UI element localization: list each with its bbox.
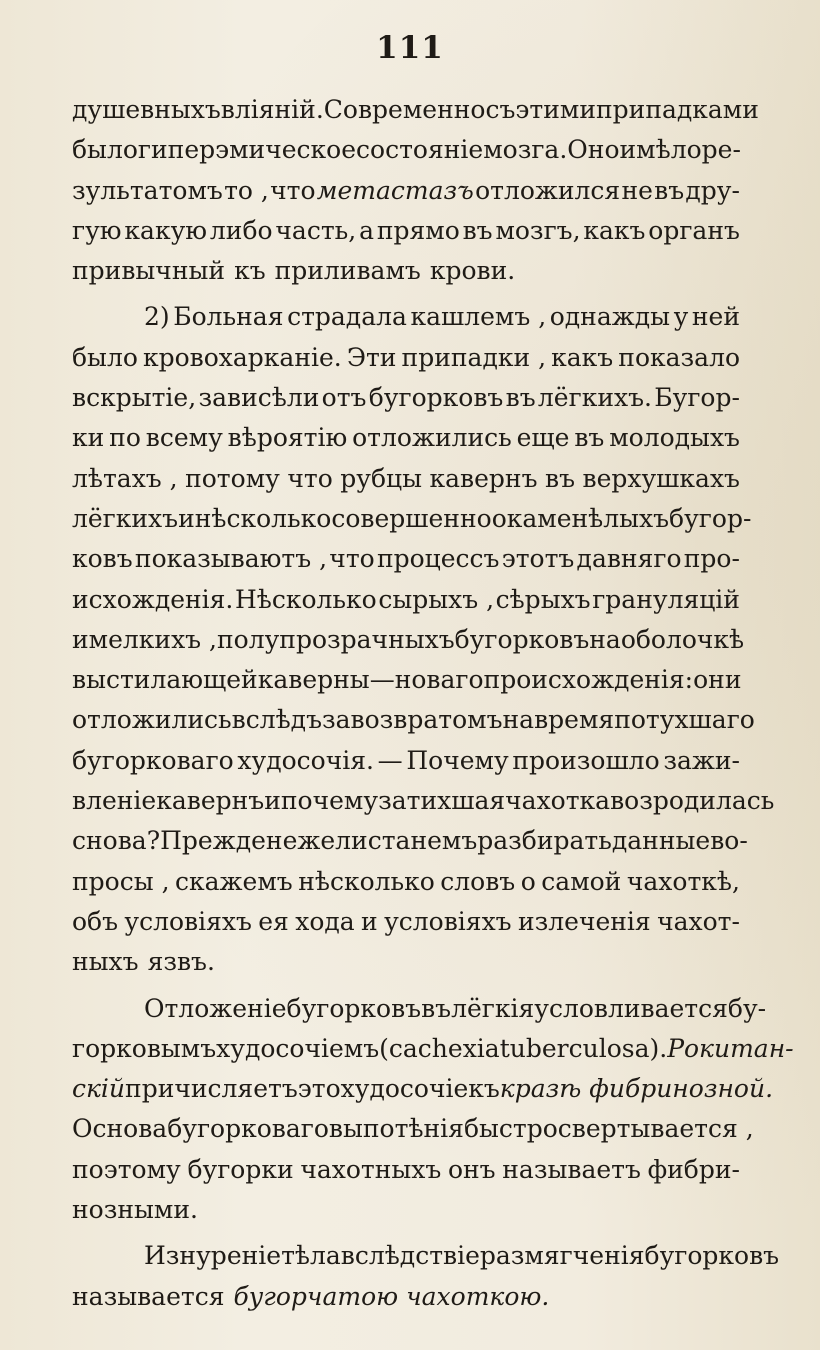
word: въ (574, 423, 605, 453)
text-line (72, 989, 767, 1029)
word: потухшаго (614, 705, 755, 735)
word: излеченiя (517, 906, 651, 936)
word: у (673, 302, 689, 332)
word: окаменѣлыхъ (491, 503, 670, 533)
word: свертывается , (557, 1114, 754, 1144)
word: возвратомъ (350, 705, 503, 735)
word: гую (72, 215, 122, 245)
word: бугорчатою чахоткою. (233, 1281, 550, 1311)
word: Основа (72, 1114, 168, 1144)
word: станемъ (367, 826, 478, 856)
word: привычный (72, 256, 226, 286)
word: вслѣдствiе (340, 1241, 480, 1271)
word: кавернъ (429, 463, 538, 493)
word: въ (421, 993, 452, 1023)
word: не (621, 175, 653, 205)
text-line (72, 297, 740, 337)
word: Больная (173, 302, 284, 332)
text-line (72, 902, 740, 942)
word: произошло (512, 745, 660, 775)
word: исхожденiя. (72, 584, 234, 614)
word: зажи- (663, 745, 740, 775)
word: показало (618, 342, 740, 372)
text-line (72, 1190, 740, 1230)
word: было (72, 342, 138, 372)
word: условливается (534, 993, 728, 1023)
word: Эти (346, 342, 397, 372)
word: сырыхъ , (378, 584, 495, 614)
paragraph (72, 1236, 780, 1317)
word: бугорковъ (368, 383, 504, 413)
word: душевныхъ (72, 95, 221, 124)
word: какую (124, 215, 208, 245)
word: горковымъ (72, 1033, 217, 1063)
word: чахоткѣ, (626, 866, 740, 896)
word: было (72, 135, 138, 165)
word: Нѣсколько (234, 584, 377, 614)
word: по (109, 423, 141, 453)
word: — (369, 665, 395, 695)
word: какъ (583, 215, 646, 245)
word: ней (691, 302, 740, 332)
word: почему (280, 786, 379, 816)
word: и (264, 786, 281, 816)
word: самой (541, 866, 622, 896)
text-line (72, 1150, 740, 1190)
word: скажемъ (175, 866, 293, 896)
word: худосочiемъ (216, 1033, 380, 1063)
word: условiяхъ (384, 906, 512, 936)
text-line (72, 1109, 754, 1149)
word: чахотка (505, 786, 611, 816)
word: условiяхъ (124, 906, 252, 936)
text-line (72, 1236, 780, 1276)
word: ныхъ (72, 947, 139, 977)
text-line (72, 539, 740, 579)
word: что (270, 175, 316, 205)
word: онъ (447, 1154, 496, 1184)
text-line (72, 942, 740, 982)
word: на (589, 624, 621, 654)
word: припадки , (401, 342, 547, 372)
word: причисляетъ (125, 1074, 298, 1104)
word: мелкихъ , (88, 624, 217, 654)
word: въ (505, 383, 536, 413)
body-text (72, 90, 794, 1317)
paragraph (72, 989, 794, 1231)
word: процессъ (376, 544, 500, 574)
word: нѣсколько (298, 866, 435, 896)
word: Современно (323, 95, 486, 124)
text-line (72, 499, 752, 539)
word: время (534, 705, 615, 735)
text-line (72, 660, 740, 700)
word: метастазъ (316, 175, 474, 205)
word: бугорковъ (286, 993, 422, 1023)
word: совершенно (331, 503, 492, 533)
word: кавернъ (156, 786, 265, 816)
text-line (72, 171, 740, 211)
word: язвъ. (147, 947, 215, 977)
word: ре- (701, 135, 741, 165)
word: Изнуренiе (144, 1241, 282, 1271)
word: бугорковаго (72, 745, 234, 775)
word: ея (258, 906, 289, 936)
text-line (72, 378, 740, 418)
paragraph (72, 297, 775, 982)
word: поэтому (72, 1154, 181, 1184)
word: грануляцiй (592, 584, 740, 614)
word: рубцы (340, 463, 423, 493)
word: вскрытiе, (72, 383, 197, 413)
text-line (72, 338, 740, 378)
word: влiянiй. (220, 95, 324, 124)
text-line (72, 620, 745, 660)
word: часть, (275, 215, 357, 245)
word: во- (710, 826, 748, 856)
word: разбирать (477, 826, 612, 856)
word: бугорки (187, 1154, 294, 1184)
word: въ (654, 175, 685, 205)
word: Оно (567, 135, 620, 165)
text-line (72, 700, 755, 740)
word: за (321, 705, 351, 735)
word: и (178, 503, 195, 533)
text-line (72, 459, 740, 499)
word: называется (72, 1281, 225, 1311)
word: этотъ (501, 544, 575, 574)
word: зультатомъ (72, 175, 223, 205)
paragraph (72, 90, 759, 291)
word: происхожденiя: (483, 665, 694, 695)
word: отъ (321, 383, 367, 413)
word: (cachexia (379, 1033, 500, 1063)
word: что (329, 544, 375, 574)
word: каверны (257, 665, 370, 695)
word: кразѣ фибринозной. (499, 1074, 774, 1104)
word: показываютъ , (134, 544, 328, 574)
word: худосочiя. (237, 745, 374, 775)
word: давняго (576, 544, 682, 574)
word: еще (516, 423, 570, 453)
word: на (502, 705, 535, 735)
word: ковъ (72, 544, 133, 574)
word: они (693, 665, 742, 695)
word: бугор- (669, 503, 752, 533)
word: имѣло (619, 135, 702, 165)
word: чахот- (657, 906, 740, 936)
word: tuberculosa). (499, 1033, 668, 1063)
word: просы , (72, 866, 170, 896)
word: органъ (648, 215, 740, 245)
word: оболочкѣ (620, 624, 745, 654)
word: бугорковъ (644, 1241, 780, 1271)
word: какъ (551, 342, 614, 372)
text-line (72, 211, 740, 251)
word: выпотѣнiя (328, 1114, 464, 1144)
text-line (72, 741, 740, 781)
word: нѣсколько (194, 503, 332, 533)
word: къ (468, 1074, 500, 1104)
word: отложился (475, 175, 621, 205)
word: гиперэмическое (137, 135, 357, 165)
word: полупрозрачныхъ (216, 624, 455, 654)
word: либо (209, 215, 273, 245)
word: новаго (394, 665, 484, 695)
word: Бугор- (654, 383, 740, 413)
word: всему (145, 423, 223, 453)
word: называетъ (502, 1154, 641, 1184)
word: Отложенiе (144, 993, 287, 1023)
text-line (72, 1277, 740, 1317)
word: дру- (685, 175, 740, 205)
word: мозга. (483, 135, 568, 165)
word: отложились (72, 705, 232, 735)
word: зависѣли (198, 383, 320, 413)
word: выстилающей (72, 665, 258, 695)
word: про- (683, 544, 740, 574)
word: фибри- (647, 1154, 740, 1184)
word: страдала (287, 302, 407, 332)
text-line (72, 418, 740, 458)
word: и (361, 906, 378, 936)
word: кашлемъ , (410, 302, 547, 332)
word: крови. (429, 256, 516, 286)
word: о (520, 866, 536, 896)
word: Почему (406, 745, 509, 775)
word: скiй (72, 1074, 126, 1104)
word: снова? (72, 826, 161, 856)
word: къ (234, 256, 266, 286)
word: тѣла (281, 1241, 341, 1271)
word: хода (295, 906, 355, 936)
word: кровохарканiе. (142, 342, 342, 372)
word: мозгъ, (495, 215, 581, 245)
text-line (72, 130, 740, 170)
word: верхушкахъ (582, 463, 740, 493)
word: ки (72, 423, 105, 453)
word: вленiе (72, 786, 157, 816)
word: припадками (595, 95, 759, 124)
word: а (359, 215, 374, 245)
word: лёгкихъ (72, 503, 179, 533)
word: объ (72, 906, 119, 936)
word: лёгкiя (451, 993, 535, 1023)
word: нежели (265, 826, 368, 856)
word: однажды (549, 302, 671, 332)
text-line (72, 251, 740, 291)
word: состоянiе (356, 135, 484, 165)
text-line (72, 1029, 794, 1069)
word: 2) (144, 302, 170, 332)
word: Рокитан- (667, 1033, 794, 1063)
word: то , (224, 175, 269, 205)
word: этими (515, 95, 596, 124)
word: данные (611, 826, 711, 856)
word: быстро (463, 1114, 558, 1144)
word: бугорковъ (454, 624, 590, 654)
word: вѣроятiю (227, 423, 348, 453)
word: размягченiя (479, 1241, 645, 1271)
text-line (72, 90, 759, 130)
word: и (72, 624, 89, 654)
word: это (297, 1074, 341, 1104)
word: чахотныхъ (300, 1154, 442, 1184)
word: приливамъ (274, 256, 421, 286)
word: сѣрыхъ (495, 584, 591, 614)
word: потому (185, 463, 280, 493)
text-line (72, 862, 740, 902)
word: — (377, 745, 403, 775)
word: бугорковаго (167, 1114, 329, 1144)
text-line (72, 1069, 774, 1109)
word: лѣтахъ , (72, 463, 178, 493)
word: отложились (352, 423, 512, 453)
word: нозными. (72, 1195, 198, 1225)
text-line (72, 781, 775, 821)
word: съ (485, 95, 516, 124)
word: словъ (440, 866, 516, 896)
text-line (72, 580, 740, 620)
word: возродилась (610, 786, 775, 816)
page-number: 111 (376, 30, 444, 66)
word: прямо (376, 215, 460, 245)
word: лёгкихъ. (537, 383, 652, 413)
word: худосочiе (340, 1074, 469, 1104)
word: затихшая (378, 786, 506, 816)
word: Прежде (160, 826, 266, 856)
word: въ (545, 463, 575, 493)
word: вслѣдъ (231, 705, 322, 735)
word: бу- (727, 993, 767, 1023)
word: въ (462, 215, 493, 245)
text-line (72, 821, 748, 861)
word: молодыхъ (609, 423, 740, 453)
word: что (287, 463, 333, 493)
